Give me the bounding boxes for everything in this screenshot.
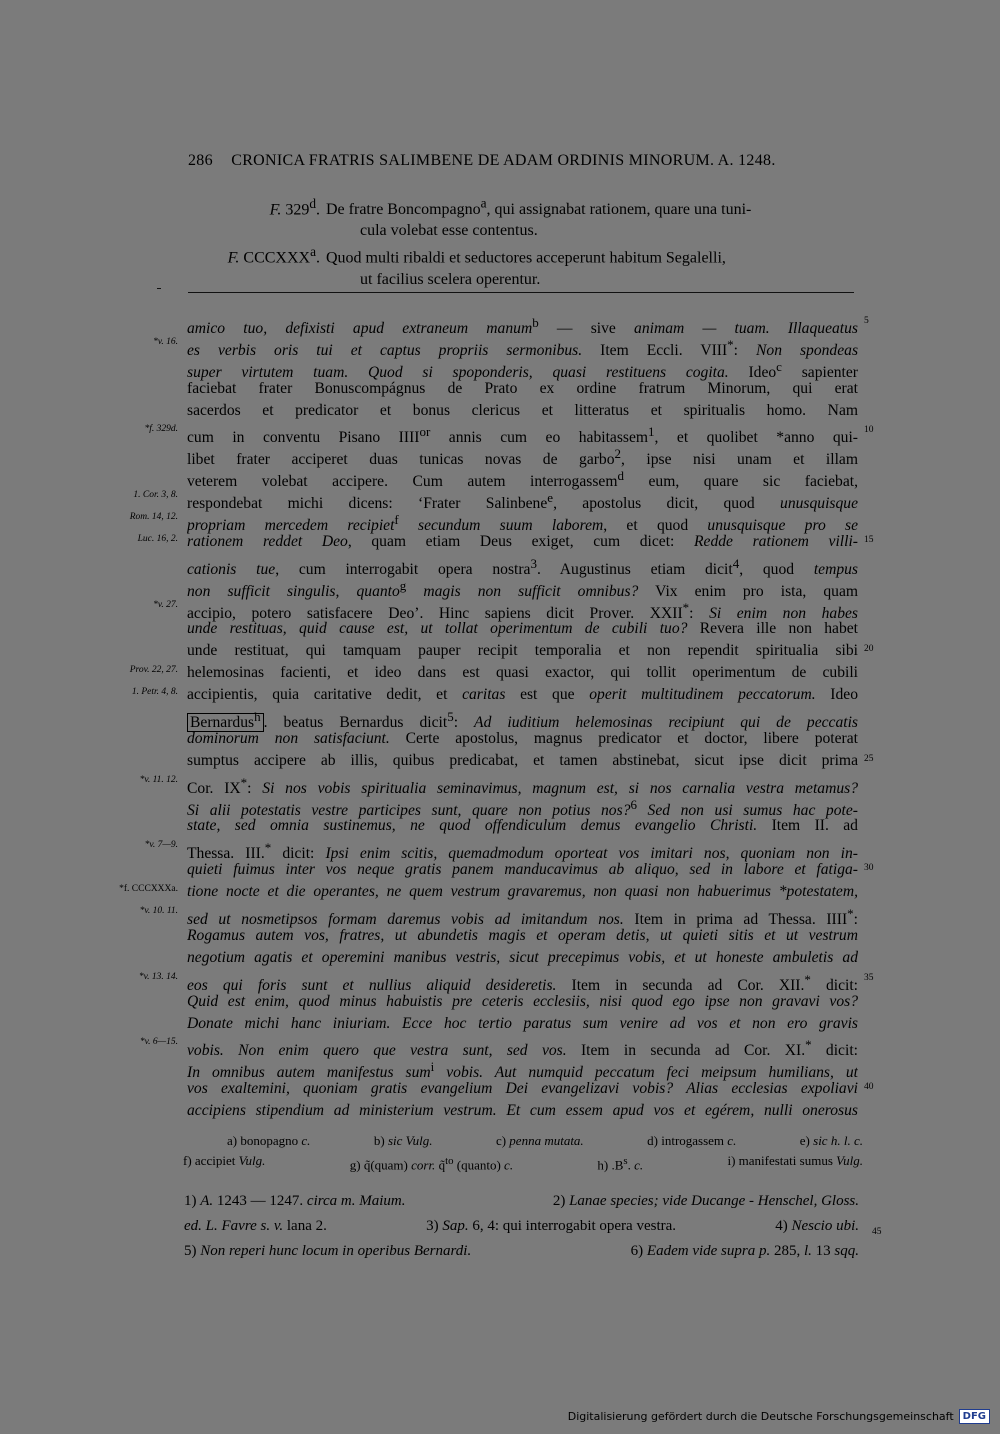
text-line <box>0 443 1000 469</box>
line-number: 10 <box>864 425 874 436</box>
margin-reference: 1. Petr. 4, 8. <box>131 687 178 698</box>
critical-apparatus <box>183 1131 863 1175</box>
toc-title-continued: cula volebat esse contentus. <box>360 222 538 240</box>
text-line <box>0 400 1000 422</box>
text-line <box>0 991 1000 1013</box>
line-number: 45 <box>872 1227 882 1237</box>
text-line <box>0 1078 1000 1100</box>
apparatus-note: f) accipiet Vulg. <box>183 1153 266 1168</box>
toc-title: Quod multi ribaldi et seductores acceperunt habitum Segalelli, <box>326 249 726 267</box>
line-text: accipientis, quia caritative dedit, et caritas est que operit multitudinem peccatorum. Ideo <box>187 686 858 704</box>
text-line <box>0 378 1000 400</box>
text-line <box>0 465 1000 491</box>
line-text: Bernardus$^h$ . beatus Bernardus dicit$^5$: Ad iuditium helemosinas recipiunt qui de peccatis <box>187 706 858 734</box>
text-line <box>0 947 1000 969</box>
footnote: 2) Lanae species; vide Ducange - Henschel, Gloss. <box>552 1193 859 1209</box>
margin-reference: *v. 11. 12. <box>139 774 178 785</box>
margin-reference: Prov. 22, 27. <box>129 665 178 676</box>
line-number: 20 <box>864 644 874 655</box>
footnote: 4) Nescio ubi. <box>775 1218 859 1234</box>
chapter-index <box>180 193 860 290</box>
line-text: Thessa. III.* dicit: Ipsi enim scitis, quemadmodum oporteat vos imitari nos, quoniam non in- <box>187 840 858 863</box>
apparatus-row <box>183 1151 863 1175</box>
line-text: eos qui foris sunt et nullius aliquid desideretis. Item in secunda ad Cor. XII.* dicit: <box>187 971 858 994</box>
line-text: helemosinas facienti, et ideo dans est quasi exactor, qui tollit operimentum de cubili <box>187 664 858 682</box>
text-line <box>0 509 1000 535</box>
line-text: negotium agatis et operemini manibus vestris, sicut precepimus vobis, et ut honeste ambuletis ad <box>187 948 858 966</box>
line-text: Rogamus autem vos, fratres, ut abundetis magis et operam detis, ut quieti sitis et ut vestrum <box>187 926 858 944</box>
line-text: sumptus accipere ab illis, quibus predicabat, et tamen abstinebat, sicut ipse dicit prima <box>187 751 858 769</box>
text-line <box>0 356 1000 381</box>
line-text: vos exaltemini, quoniam gratis evangelium Dei evangelizavi vobis? Alias ecclesias expoliavi <box>187 1080 858 1098</box>
main-text <box>0 312 1000 1122</box>
text-line <box>0 859 1000 881</box>
line-text: accipiens stipendium ad ministerium vestrum. Et cum essem apud vos et egérem, nulli onerosus <box>187 1102 858 1120</box>
text-line <box>0 312 1000 338</box>
toc-entry <box>180 193 860 220</box>
line-text: cum in conventu Pisano $IIII^{or}$ annis cum eo habitassem$^1$, et quolibet *anno qui- <box>187 424 858 447</box>
margin-reference: *v. 10. 11. <box>139 906 178 917</box>
text-line <box>0 750 1000 772</box>
line-text: propriam mercedem recipiet$^f$ secundum suum laborem, et quod unusquisque pro se <box>187 512 858 535</box>
text-line <box>0 881 1000 903</box>
line-text: amico tuo, defixisti apud extraneum manum$^b$ — sive animam — tuam. Illaqueatus <box>187 315 858 338</box>
text-line <box>0 662 1000 684</box>
text-line <box>0 772 1000 797</box>
margin-reference: *v. 13. 14. <box>138 971 178 982</box>
line-text: non sufficit singulis, quanto$^g$ magis non sufficit omnibus? Vix enim pro ista, quam <box>187 577 858 600</box>
text-line <box>0 728 1000 750</box>
margin-reference: *f. 329d. <box>144 424 178 435</box>
line-text: tione nocte et die operantes, ne quem vestrum gravaremus, non quasi non habuerimus *potestatem, <box>187 883 858 901</box>
margin-reference: Rom. 14, 12. <box>129 512 178 523</box>
text-line <box>0 421 1000 447</box>
line-text: sed ut nosmetipsos formam daremus vobis ad imitandum nos. Item in prima ad Thessa. IIII*: <box>187 906 858 929</box>
text-line <box>0 1013 1000 1035</box>
toc-title: De fratre Boncompagno$^a$, qui assignabat rationem, quare una tuni- <box>326 196 752 219</box>
line-number: 40 <box>864 1082 874 1093</box>
line-text: state, sed omnia sustinemus, ne quod offendiculum demus evangelio Christi. Item II. ad <box>187 817 858 835</box>
text-line <box>0 706 1000 732</box>
text-line <box>0 969 1000 994</box>
margin-reference: Luc. 16, 2. <box>137 533 178 544</box>
margin-reference: *f. CCCXXXa. <box>119 884 178 895</box>
line-number: 35 <box>864 972 874 983</box>
line-number: 15 <box>864 534 874 545</box>
margin-reference: *v. 16. <box>153 336 178 347</box>
running-title: CRONICA FRATRIS SALIMBENE DE ADAM ORDINIS MINORUM. A. 1248. <box>231 152 776 169</box>
line-text: unde restituat, qui tamquam pauper recipit temporalia et non rependit spiritualia sibi <box>187 642 858 660</box>
line-text: libet frater acciperet duas tunicas novas de garbo$^2$, ipse nisi unam et illam <box>187 446 858 469</box>
line-text: dominorum non satisfaciunt. Certe apostolus, magnus predicator et doctor, libere poterat <box>187 729 858 747</box>
page-number: 286 <box>188 152 213 169</box>
line-text: unde restituas, quid cause est, ut tollat operimentum de cubili tuo? Revera ille non habet <box>187 620 858 638</box>
footnote-line <box>184 1214 882 1239</box>
line-text: respondebat michi dicens: ‘Frater Salinbene$^e$, apostolus dicit, quod unusquisque <box>187 490 858 513</box>
line-number: 30 <box>864 863 874 874</box>
text-line <box>0 618 1000 640</box>
toc-folio-ref: F. 329$^d$. <box>269 196 320 219</box>
line-text: es verbis oris tui et captus propriis sermonibus. Item Eccli. VIII*: Non spondeas <box>187 336 858 360</box>
apparatus-note: a) bonopagno c. <box>227 1133 311 1148</box>
footnote: ed. L. Favre s. v. lana 2. <box>184 1218 327 1234</box>
footnote-line <box>184 1239 859 1264</box>
text-line <box>0 334 1000 360</box>
text-line <box>0 553 1000 578</box>
footnote: 1) A. 1243 — 1247. circa m. Maium. <box>184 1193 406 1209</box>
text-line <box>0 1034 1000 1060</box>
text-line <box>0 903 1000 929</box>
footnotes <box>184 1189 882 1264</box>
line-text: veterem volebat accipere. Cum autem interrogassem$^d$ eum, quare sic faciebat, <box>187 468 858 491</box>
margin-reference: *v. 6—15. <box>139 1037 178 1048</box>
line-text: vobis. Non enim quero que vestra sunt, sed vos. Item in secunda ad Cor. XI.* dicit: <box>187 1037 858 1060</box>
line-text: Quid est enim, quod minus habuistis pre ceteris ecclesiis, nisi quod ego ipse non gravavi vos? <box>187 992 858 1010</box>
line-text: quieti fuimus inter vos neque gratis panem manducavimus ab aliquo, sed in labore et fatiga- <box>187 861 858 879</box>
apparatus-note: g) q̃(quam) corr. q̃$^{to}$ (quanto) c. <box>349 1155 514 1173</box>
text-line <box>0 487 1000 513</box>
text-line <box>0 684 1000 706</box>
toc-folio-ref: F. CCCXXX$^a$. <box>227 244 320 267</box>
text-line <box>0 531 1000 553</box>
line-number: 25 <box>864 753 874 764</box>
margin-reference: *v. 7—9. <box>144 840 178 851</box>
apparatus-note: c) penna mutata. <box>495 1133 584 1148</box>
separator-rule <box>188 292 854 293</box>
funding-text: Digitalisierung gefördert durch die Deutsche Forschungsgemeinschaft <box>567 1410 954 1423</box>
rule-mark <box>157 288 161 289</box>
footnote: 6) Eadem vide supra p. 285, l. 13 sqq. <box>630 1243 859 1259</box>
line-text: accipio, potero satisfacere Deo’. Hinc sapiens dicit Prover. XXII*: Si enim non habes <box>187 599 858 622</box>
line-text: faciebat frater Bonuscompágnus de Prato ex ordine fratrum Minorum, qui erat <box>187 379 858 397</box>
apparatus-note: e) sic h. l. c. <box>799 1133 863 1148</box>
margin-reference: 1. Cor. 3, 8. <box>133 490 178 501</box>
line-text: rationem reddet Deo, quam etiam Deus exiget, cum dicet: Redde rationem villi- <box>187 532 858 550</box>
line-text: Cor. IX*: Si nos vobis spiritualia seminavimus, magnum est, si nos carnalia vestra metamus? <box>187 774 858 797</box>
line-text: In omnibus autem manifestus sum$^i$ vobis. Aut numquid peccatum feci meipsum humilians, ut <box>187 1059 858 1082</box>
text-line <box>0 575 1000 600</box>
footnote-line <box>184 1189 859 1214</box>
funding-footer <box>568 1409 990 1424</box>
toc-title-continued: ut facilius scelera operentur. <box>360 270 541 288</box>
line-text: sacerdos et predicator et bonus clericus et litteratus et spiritualis homo. Nam <box>187 401 858 419</box>
running-header <box>188 152 858 170</box>
line-text: Si alii potestatis vestre participes sunt, quare non potius nos?$^6$ Sed non usi sumus hac pote- <box>187 796 858 819</box>
line-text: Donate michi hanc iniuriam. Ecce hoc tertio paratus sum venire ad vos et non ero gravis <box>187 1014 858 1032</box>
apparatus-note: i) manifestati sumus Vulg. <box>727 1153 863 1168</box>
toc-entry <box>180 241 860 268</box>
apparatus-row <box>183 1131 863 1151</box>
apparatus-note: h) $.B^s$. c. <box>597 1155 644 1173</box>
text-line <box>0 794 1000 819</box>
line-number: 5 <box>864 316 869 326</box>
text-line <box>0 925 1000 947</box>
text-line <box>0 837 1000 863</box>
footnote: 5) Non reperi hunc locum in operibus Bernardi. <box>184 1243 472 1259</box>
footnote: 3) Sap. 6, 4: qui interrogabit opera vestra. <box>426 1218 677 1234</box>
text-line <box>0 815 1000 837</box>
dfg-logo: DFG <box>959 1409 990 1424</box>
text-line <box>0 597 1000 622</box>
text-line <box>0 640 1000 662</box>
apparatus-note: d) introgassem c. <box>647 1133 737 1148</box>
line-text: cationis tue, cum interrogabit opera nostra$^3$. Augustinus etiam dicit$^4$, quod tempus <box>187 555 858 578</box>
text-line <box>0 1100 1000 1122</box>
margin-reference: *v. 27. <box>153 599 178 610</box>
line-text: super virtutem tuam. Quod si spoponderis, quasi restituens cogita. Ideo$^c$ sapienter <box>187 358 858 381</box>
apparatus-note: b) sic Vulg. <box>373 1133 433 1148</box>
text-line <box>0 1056 1000 1082</box>
